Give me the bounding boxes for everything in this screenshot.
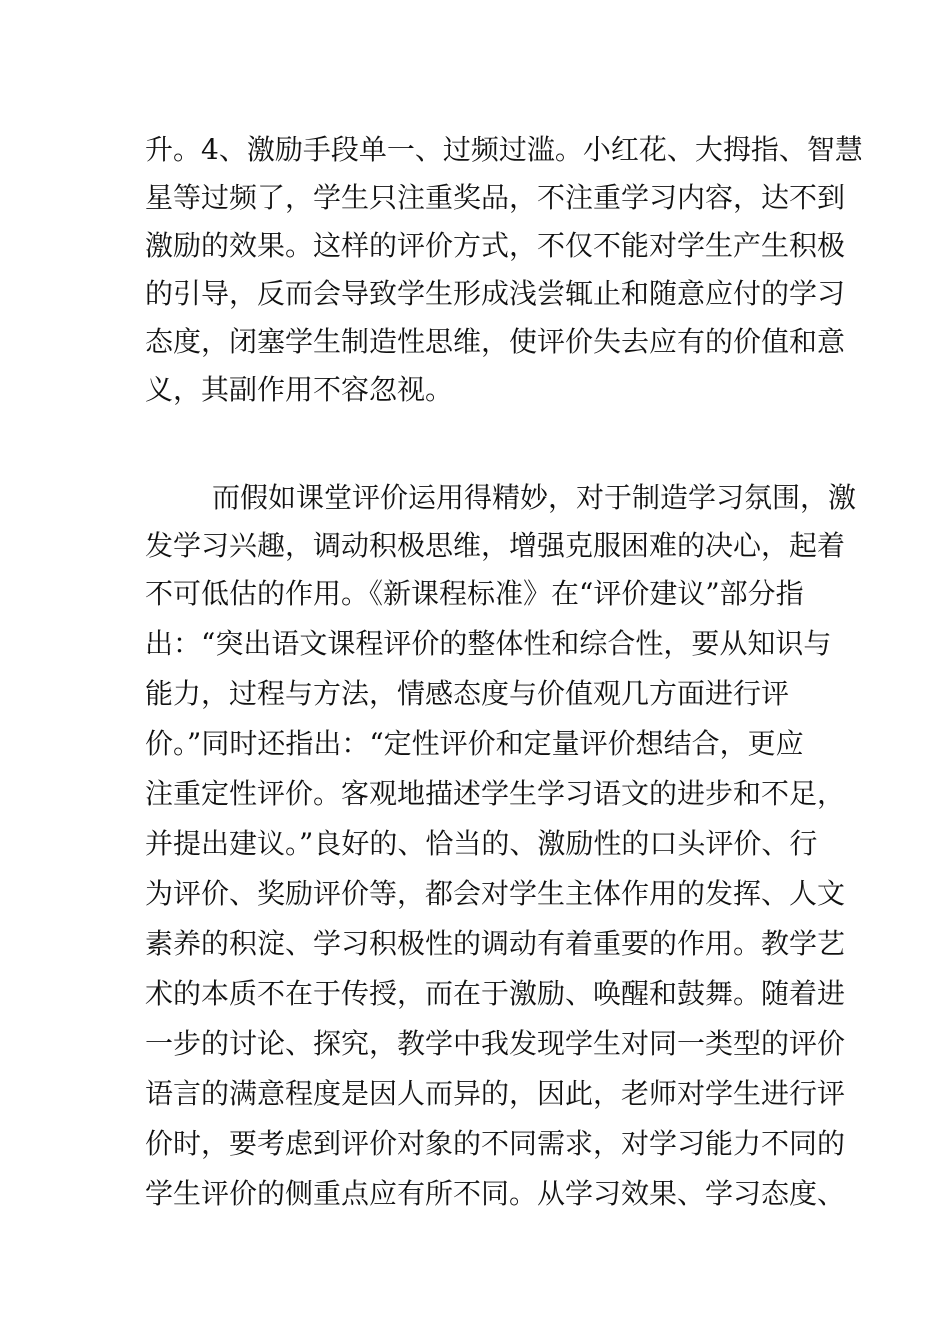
text-line: 注重定性评价。客观地描述学生学习语文的进步和不足，: [145, 777, 846, 810]
text-line: 为评价、奖励评价等，都会对学生主体作用的发挥、人文: [145, 877, 846, 910]
text-line: 不可低估的作用。《新课程标准》在“评价建议”部分指: [145, 577, 804, 610]
text-line: 发学习兴趣，调动积极思维，增强克服困难的决心，起着: [145, 529, 846, 562]
text-line: 价。”同时还指出：“定性评价和定量评价想结合，更应: [145, 727, 804, 760]
text-line: 能力，过程与方法，情感态度与价值观几方面进行评: [145, 677, 790, 710]
text-line: 术的本质不在于传授，而在于激励、唤醒和鼓舞。随着进: [145, 977, 846, 1010]
text-line: 一步的讨论、探究，教学中我发现学生对同一类型的评价: [145, 1027, 846, 1060]
text-line: 语言的满意程度是因人而异的，因此，老师对学生进行评: [145, 1077, 846, 1110]
text-line: 出：“突出语文课程评价的整体性和综合性，要从知识与: [145, 627, 832, 660]
text-line: 并提出建议。”良好的、恰当的、激励性的口头评价、行: [145, 827, 818, 860]
text-line: 价时，要考虑到评价对象的不同需求，对学习能力不同的: [145, 1127, 846, 1160]
text-line: 的引导，反而会导致学生形成浅尝辄止和随意应付的学习: [145, 277, 846, 310]
text-line: 升。4、激励手段单一、过频过滥。小红花、大拇指、智慧: [145, 133, 863, 166]
text-line: 素养的积淀、学习积极性的调动有着重要的作用。教学艺: [145, 927, 846, 960]
text-line: 星等过频了，学生只注重奖品，不注重学习内容，达不到: [145, 181, 846, 214]
text-line: 激励的效果。这样的评价方式，不仅不能对学生产生积极: [145, 229, 846, 262]
text-line: 而假如课堂评价运用得精妙，对于制造学习氛围，激: [212, 481, 857, 514]
text-line: 学生评价的侧重点应有所不同。从学习效果、学习态度、: [145, 1177, 846, 1210]
text-line: 态度，闭塞学生制造性思维，使评价失去应有的价值和意: [145, 325, 846, 358]
text-line: 义，其副作用不容忽视。: [145, 373, 454, 406]
